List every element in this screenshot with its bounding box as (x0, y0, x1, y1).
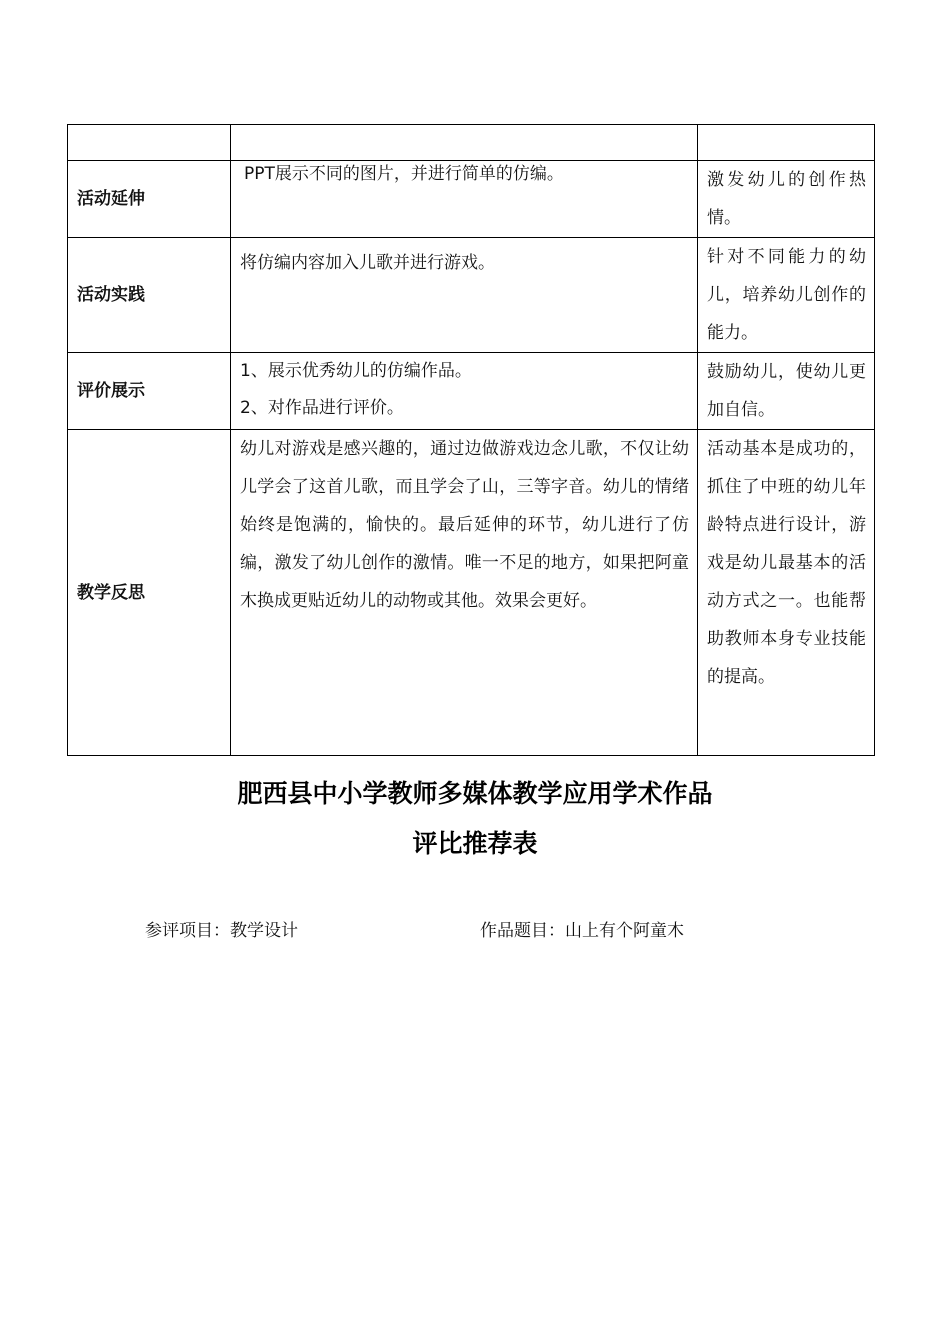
content-line: PPT展示不同的图片，并进行简单的仿编。 (244, 164, 564, 184)
row-content (231, 161, 698, 238)
form-subtitle: 评比推荐表 (412, 829, 538, 858)
project-field: 参评项目：教学设计 (145, 921, 298, 941)
table-row-extension (68, 161, 875, 238)
form-title: 肥西县中小学教师多媒体教学应用学术作品 (237, 779, 713, 808)
row-content (231, 238, 698, 353)
content-line: 2、对作品进行评价。 (240, 398, 404, 418)
content-line: 幼儿对游戏是感兴趣的，通过边做游戏边念儿歌，不仅让幼儿学会了这首儿歌，而且学会了山，三等字音。幼儿的情绪始终是饱满的，愉快的。最后延伸的环节，幼儿进行了仿编，激发了幼儿创作的激情。唯一不足的地方，如果把阿童木换成更贴近幼儿的动物或其他。效果会更好。 (240, 439, 689, 611)
content-line: 将仿编内容加入儿歌并进行游戏。 (240, 253, 495, 273)
row-purpose (698, 125, 875, 161)
content-line: 1、展示优秀幼儿的仿编作品。 (240, 361, 472, 381)
table-row-blank (68, 125, 875, 161)
row-purpose: 针对不同能力的幼儿，培养幼儿创作的能力。 (698, 238, 875, 353)
row-content (231, 430, 698, 756)
row-content (231, 125, 698, 161)
table-row-practice (68, 238, 875, 353)
row-label: 教学反思 (68, 430, 231, 756)
row-purpose: 激发幼儿的创作热情。 (698, 161, 875, 238)
row-label (68, 125, 231, 161)
table-row-reflection (68, 430, 875, 756)
lesson-plan-table (67, 124, 875, 756)
row-purpose: 活动基本是成功的，抓住了中班的幼儿年龄特点进行设计，游戏是幼儿最基本的活动方式之一。也能帮助教师本身专业技能的提高。 (698, 430, 875, 756)
row-label: 活动实践 (68, 238, 231, 353)
row-purpose: 鼓励幼儿，使幼儿更加自信。 (698, 353, 875, 430)
row-content (231, 353, 698, 430)
table-row-evaluation (68, 353, 875, 430)
work-title-field: 作品题目：山上有个阿童木 (480, 921, 684, 941)
row-label: 活动延伸 (68, 161, 231, 238)
row-label: 评价展示 (68, 353, 231, 430)
